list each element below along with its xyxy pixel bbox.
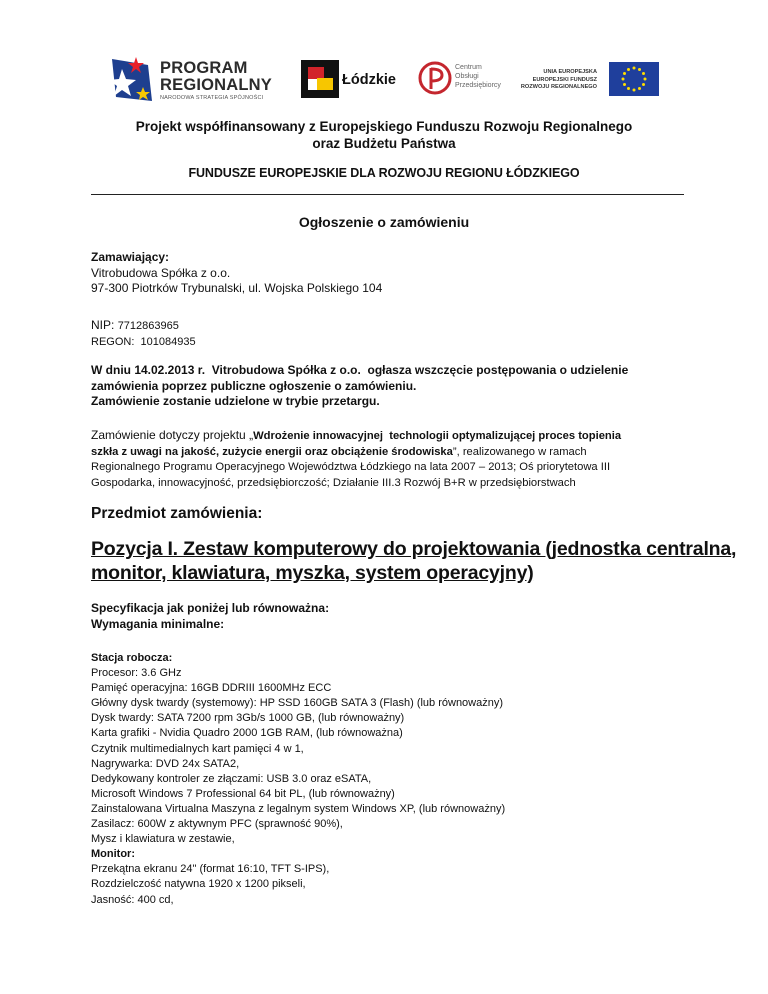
list-item: Dysk twardy: SATA 7200 rpm 3Gb/s 1000 GB, (lub równoważny) xyxy=(91,712,405,725)
project-name-part-1: Wdrożenie innowacyjnej technologii optymalizującej proces topienia xyxy=(253,430,622,442)
subject-heading: Przedmiot zamówienia: xyxy=(91,505,263,522)
position-line-1: Pozycja I. Zestaw komputerowy do projektowania (jednostka centralna, xyxy=(91,538,737,560)
nip-value: 7712863965 xyxy=(117,320,179,332)
monitor-heading: Monitor: xyxy=(91,848,135,861)
cofinancing-line-2: oraz Budżetu Państwa xyxy=(312,136,456,151)
announcement-block xyxy=(91,363,684,410)
project-suffix: ”, realizowanego w ramach xyxy=(452,445,587,458)
list-item: Zasilacz: 600W z aktywnym PFC (sprawność 90%), xyxy=(91,818,343,831)
spec-heading xyxy=(91,600,329,632)
regon-value: 101084935 xyxy=(140,335,196,348)
list-item: Pamięć operacyjna: 16GB DDRIII 1600MHz ECC xyxy=(91,682,332,695)
contracting-label: Zamawiający: xyxy=(91,250,170,264)
cofinancing-line-1: Projekt współfinansowany z Europejskiego Funduszu Rozwoju Regionalnego xyxy=(135,119,633,134)
list-item: Rozdzielczość natywna 1920 x 1200 pikseli, xyxy=(91,878,306,891)
nss-subtitle: NARODOWA STRATEGIA SPÓJNOŚCI xyxy=(160,95,264,101)
eu-line-1: UNIA EUROPEJSKA xyxy=(543,69,597,75)
project-prefix: Zamówienie dotyczy projektu „ xyxy=(91,428,254,442)
position-heading xyxy=(91,537,736,585)
nss-star-icon xyxy=(108,55,156,105)
announcement-line-2: zamówienia poprzez publiczne ogłoszenie o zamówieniu. xyxy=(91,378,417,393)
cop-logo xyxy=(418,59,508,101)
list-item: Czytnik multimedialnych kart pamięci 4 w 1, xyxy=(91,742,304,755)
list-item: Nagrywarka: DVD 24x SATA2, xyxy=(91,757,240,770)
list-item: Jasność: 400 cd, xyxy=(91,893,174,906)
regon-label: REGON: xyxy=(91,335,135,348)
lodzkie-logo xyxy=(301,60,401,100)
eu-line-2: EUROPEJSKI FUNDUSZ xyxy=(532,76,597,83)
header-divider xyxy=(91,194,684,195)
list-item: Karta grafiki - Nvidia Quadro 2000 1GB RAM, (lub równoważna) xyxy=(91,727,403,740)
list-item: Przekątna ekranu 24" (format 16:10, TFT S-IPS), xyxy=(91,863,330,876)
contracting-name: Vitrobudowa Spółka z o.o. xyxy=(91,265,231,280)
list-item: Zainstalowana Virtualna Maszyna z legalnym system Windows XP, (lub równoważny) xyxy=(91,802,506,815)
eu-text xyxy=(521,69,597,92)
nip-label: NIP: xyxy=(91,318,115,332)
cop-line-3: Przedsiębiorcy xyxy=(455,82,501,89)
cop-line-1: Centrum xyxy=(455,64,482,71)
list-item: Procesor: 3.6 GHz xyxy=(91,667,182,680)
workstation-heading: Stacja robocza: xyxy=(91,652,173,664)
announcement-line-3: Zamówienie zostanie udzielone w trybie przetargu. xyxy=(91,394,380,408)
regionalny-line: REGIONALNY xyxy=(160,76,273,94)
cop-text xyxy=(455,63,501,90)
project-name-part-2: szkła z uwagi na jakość, zużycie energii oraz obciążenie środowiska xyxy=(91,445,453,458)
spec-line-1: Specyfikacja jak poniżej lub równoważna: xyxy=(91,601,330,615)
program-line: PROGRAM xyxy=(160,59,248,77)
project-line-3: Regionalnego Programu Operacyjnego Województwa Łódzkiego na lata 2007 – 2013; Oś priorytetowa III xyxy=(91,461,611,473)
project-line-4: Gospodarka, innowacyjność, przedsiębiorczość; Działanie III.3 Rozwój B+R w przedsiębiorstwach xyxy=(91,476,576,489)
funds-heading: FUNDUSZE EUROPEJSKIE DLA ROZWOJU REGIONU ŁÓDZKIEGO xyxy=(188,166,580,180)
program-regionalny-text xyxy=(160,60,272,94)
logo-bar xyxy=(0,55,768,115)
lodzkie-mark-icon xyxy=(301,60,339,98)
project-description xyxy=(91,428,684,491)
list-item: Mysz i klawiatura w zestawie, xyxy=(91,833,235,846)
spec-list xyxy=(91,651,505,908)
list-item: Główny dysk twardy (systemowy): HP SSD 160GB SATA 3 (Flash) (lub równoważny) xyxy=(91,697,504,710)
position-line-2: monitor, klawiatura, myszka, system operacyjny) xyxy=(91,562,534,584)
spec-line-2: Wymagania minimalne: xyxy=(91,617,225,631)
registration-numbers xyxy=(91,318,684,350)
cop-line-2: Obsługi xyxy=(455,73,479,80)
contracting-authority xyxy=(91,250,684,297)
page-title: Ogłoszenie o zamówieniu xyxy=(298,214,470,230)
eu-flag-icon xyxy=(609,62,659,96)
list-item: Dedykowany kontroler ze złączami: USB 3.0 oraz eSATA, xyxy=(91,772,372,785)
eu-line-3: ROZWOJU REGIONALNEGO xyxy=(520,84,597,90)
announcement-line-1: W dniu 14.02.2013 r. Vitrobudowa Spółka z o.o. ogłasza wszczęcie postępowania o udzielenie xyxy=(91,363,629,377)
program-regionalny-logo xyxy=(108,55,308,107)
list-item: Microsoft Windows 7 Professional 64 bit PL, (lub równoważny) xyxy=(91,787,395,800)
contracting-address: 97-300 Piotrków Trybunalski, ul. Wojska Polskiego 104 xyxy=(91,281,383,295)
eu-logo xyxy=(520,57,665,103)
lodzkie-text: Łódzkie xyxy=(342,72,396,88)
cop-circle-icon xyxy=(418,59,452,97)
project-cofinancing-heading xyxy=(0,118,768,152)
